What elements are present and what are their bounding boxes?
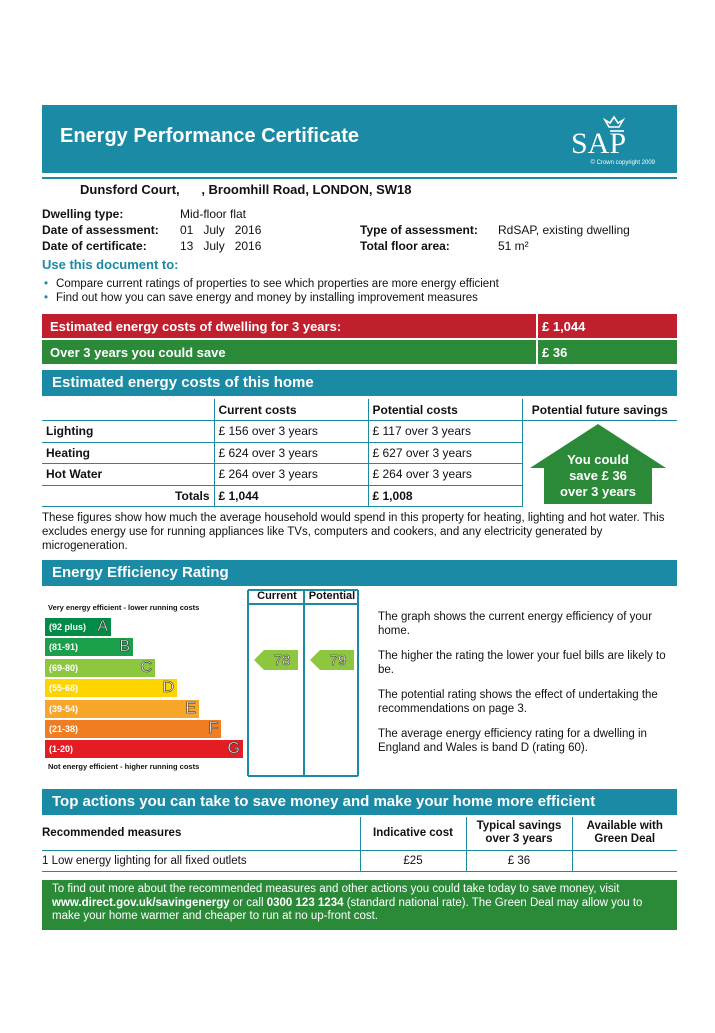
band-letter: C xyxy=(140,658,152,676)
table-row xyxy=(42,850,677,871)
property-address: Dunsford Court, , Broomhill Road, LONDON, SW18 xyxy=(80,182,412,197)
certificate-date-label: Date of certificate: xyxy=(42,239,147,253)
bullet-icon: • xyxy=(44,278,49,290)
dwelling-type-label: Dwelling type: xyxy=(42,207,124,221)
table-header-row xyxy=(42,399,677,421)
floor-area-label: Total floor area: xyxy=(360,239,450,253)
use-document-heading: Use this document to: xyxy=(42,257,179,272)
rating-note: The higher the rating the lower your fuel bills are likely to be. xyxy=(378,650,666,676)
rating-band-a xyxy=(45,618,111,636)
row-label: Lighting xyxy=(42,421,214,443)
current-cost: £ 264 over 3 years xyxy=(214,464,368,486)
column-header: Potential costs xyxy=(368,399,522,421)
header-divider xyxy=(42,177,677,179)
band-letter: F xyxy=(208,720,218,737)
dwelling-type-value: Mid-floor flat xyxy=(180,207,247,221)
assessment-type-label: Type of assessment: xyxy=(360,223,478,237)
assessment-date-label: Date of assessment: xyxy=(42,223,159,237)
rating-band-c xyxy=(45,659,155,677)
estimated-cost-bar xyxy=(42,314,677,338)
potential-saving-bar xyxy=(42,340,677,364)
floor-area-value: 51 m² xyxy=(498,239,529,253)
savingenergy-link[interactable]: www.direct.gov.uk/savingenergy xyxy=(52,896,230,909)
rating-note: The potential rating shows the effect of undertaking the recommendations on page 3. xyxy=(378,689,658,715)
costs-explanation: These figures show how much the average household would spend in this property for heating, lighting and hot water. This excludes energy use for running appliances like TVs, computers and cookers, and any electricity generated by microgeneration. xyxy=(42,512,665,552)
rating-band-d xyxy=(45,679,177,697)
table-header-row xyxy=(42,817,677,850)
current-rating-value: 78 xyxy=(273,652,291,669)
rating-band-e xyxy=(45,700,199,718)
footer-info: To find out more about the recommended measures and other actions you could take today to save money, visit www.direct.gov.uk/savingenergy or call 0300 123 1234 (standard national rate). The Green Deal may allow you to make your home warmer and cheaper to run at no up-front cost. xyxy=(42,880,677,930)
costs-section-heading: Estimated energy costs of this home xyxy=(42,370,677,396)
assessment-type-value: RdSAP, existing dwelling xyxy=(498,223,630,237)
certificate-date-value: 13 July 2016 xyxy=(180,239,262,253)
band-letter: B xyxy=(119,638,130,656)
column-header: Available with Green Deal xyxy=(572,817,677,850)
band-range: (92 plus) xyxy=(49,622,87,632)
totals-label: Totals xyxy=(42,485,214,507)
measure-name: 1 Low energy lighting for all fixed outlets xyxy=(42,850,360,871)
potential-cost: £ 264 over 3 years xyxy=(368,464,522,486)
band-letter: E xyxy=(185,699,196,717)
certificate-header xyxy=(42,105,677,173)
efficient-legend: Very energy efficient - lower running costs xyxy=(48,603,200,612)
band-range: (69-80) xyxy=(49,662,79,673)
current-cost: £ 624 over 3 years xyxy=(214,442,368,464)
inefficient-legend: Not energy efficient - higher running costs xyxy=(48,762,200,771)
green-deal xyxy=(572,850,677,871)
bullet-icon: • xyxy=(44,292,49,304)
page-title: Energy Performance Certificate xyxy=(60,125,360,147)
band-range: (1-20) xyxy=(49,744,74,755)
column-header: Potential future savings xyxy=(522,399,677,421)
band-letter: D xyxy=(162,679,174,697)
indicative-cost: £25 xyxy=(360,850,466,871)
potential-saving-value: £ 36 xyxy=(542,345,568,360)
typical-savings: £ 36 xyxy=(466,850,572,871)
rating-band-g xyxy=(45,740,243,758)
potential-saving-label: Over 3 years you could save xyxy=(50,345,226,360)
column-header: Typical savings over 3 years xyxy=(466,817,572,850)
use-bullet: • Find out how you can save energy and money by installing improvement measures xyxy=(44,292,478,304)
phone-number: 0300 123 1234 xyxy=(266,896,344,909)
use-bullet: • Compare current ratings of properties to see which properties are more energy efficient xyxy=(44,278,499,290)
band-letter: G xyxy=(227,740,240,758)
rating-note: The average energy efficiency rating for a dwelling in England and Wales is band D (rating 60). xyxy=(378,728,647,754)
current-cost: £ 156 over 3 years xyxy=(214,421,368,443)
row-label: Heating xyxy=(42,442,214,464)
totals-current: £ 1,044 xyxy=(214,485,368,507)
band-letter: A xyxy=(97,618,108,635)
rating-notes xyxy=(378,611,678,767)
current-column-header: Current xyxy=(257,590,297,602)
potential-cost: £ 627 over 3 years xyxy=(368,442,522,464)
rating-note: The graph shows the current energy efficiency of your home. xyxy=(378,611,653,637)
totals-potential: £ 1,008 xyxy=(368,485,522,507)
actions-section-heading: Top actions you can take to save money and make your home more efficient xyxy=(42,789,677,815)
potential-rating-value: 79 xyxy=(329,652,347,669)
rating-band-b xyxy=(45,638,133,656)
band-range: (81-91) xyxy=(49,642,79,653)
band-range: (39-54) xyxy=(49,703,79,714)
column-header: Recommended measures xyxy=(42,817,360,850)
savings-callout: You could save £ 36 over 3 years xyxy=(560,452,636,499)
assessment-date-value: 01 July 2016 xyxy=(180,223,262,237)
actions-table xyxy=(42,817,677,872)
rating-band-f xyxy=(45,720,221,738)
potential-column-header: Potential xyxy=(308,590,356,602)
band-range: (55-68) xyxy=(49,683,79,694)
crown-copyright: © Crown copyright 2009 xyxy=(590,160,655,166)
column-header: Current costs xyxy=(214,399,368,421)
estimated-cost-value: £ 1,044 xyxy=(542,319,586,334)
sap-logo-text: SAP xyxy=(571,127,627,160)
rating-section-heading: Energy Efficiency Rating xyxy=(42,560,677,586)
row-label: Hot Water xyxy=(42,464,214,486)
potential-cost: £ 117 over 3 years xyxy=(368,421,522,443)
band-range: (21-38) xyxy=(49,724,79,734)
column-header: Indicative cost xyxy=(360,817,466,850)
estimated-cost-label: Estimated energy costs of dwelling for 3 years: xyxy=(50,319,342,334)
